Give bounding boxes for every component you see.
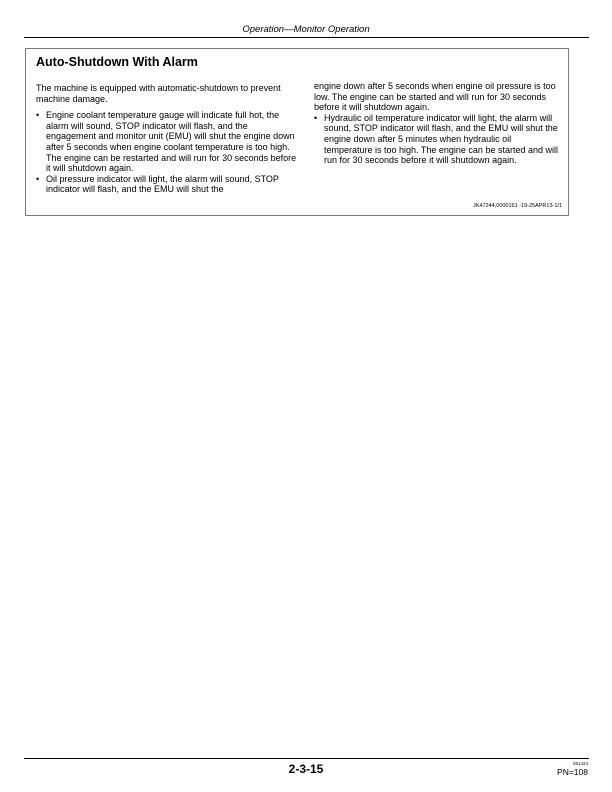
- left-column: [36, 83, 298, 195]
- list-item: [314, 113, 559, 166]
- list-item: [36, 110, 298, 174]
- intro-paragraph: The machine is equipped with automatic-shutdown to prevent machine damage.: [36, 83, 281, 104]
- right-column: [314, 81, 559, 166]
- section-box: [25, 48, 569, 216]
- document-reference: JK47244,0000161 -19-25APR13-1/1: [473, 203, 562, 209]
- page-number: 2-3-15: [288, 762, 324, 776]
- list-item-continuation: [314, 81, 559, 113]
- bullet-icon: •: [36, 110, 40, 121]
- list-item-text: Oil pressure indicator will light, the alarm will sound, STOP indicator will flash, and the EMU will shut the: [46, 173, 279, 195]
- list-item-text: Hydraulic oil temperature indicator will light, the alarm will sound, STOP indicator will flash, and the EMU will shut the engine down after 5 minutes when hydraulic oil temperature is too high. The engine can be started and will run for 30 seconds before it will shutdown again.: [324, 112, 558, 166]
- bullet-icon: •: [314, 112, 318, 123]
- bullet-list-right: [314, 81, 559, 166]
- footer-rule: [24, 758, 589, 759]
- bullet-list-left: [36, 110, 298, 195]
- footer-code: 051424: [572, 761, 588, 766]
- list-item-text: engine down after 5 seconds when engine oil pressure is too low. The engine can be started and will run for 30 seconds before it will shutdown again.: [314, 81, 556, 113]
- page-header-title: Operation—Monitor Operation: [242, 24, 370, 35]
- footer-pn: PN=108: [557, 767, 588, 777]
- list-item-text: Engine coolant temperature gauge will indicate full hot, the alarm will sound, STOP indicator will flash, and the engagement and monitor unit (EMU) will shut the engine down after 5 seconds when engine coolant temperature is too high. The engine can be restarted and will run for 30 seconds before it will shutdown again.: [46, 110, 297, 174]
- bullet-icon: •: [36, 173, 40, 184]
- header-rule: [24, 37, 589, 38]
- list-item: [36, 174, 298, 195]
- section-title: Auto-Shutdown With Alarm: [36, 55, 198, 69]
